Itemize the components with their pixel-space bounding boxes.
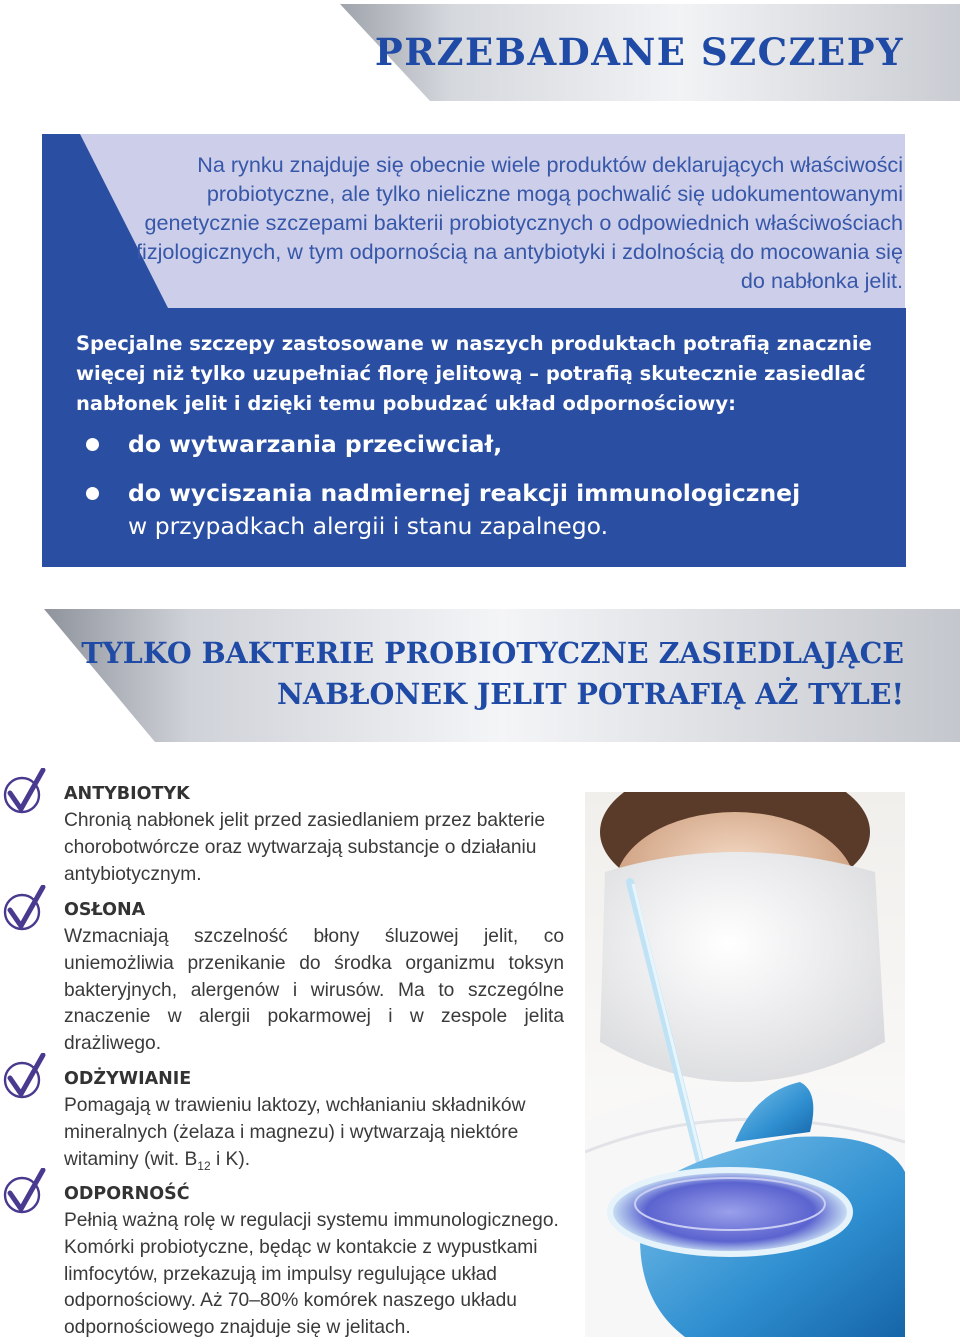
slogan-line-1: TYLKO BAKTERIE PROBIOTYCZNE ZASIEDLAJĄCE (81, 636, 904, 670)
bullet-strong-text: do wyciszania nadmiernej reakcji immunologicznej (128, 479, 801, 507)
feature-title: OSŁONA (64, 900, 146, 920)
page-title: PRZEBADANE SZCZEPY (374, 30, 904, 74)
bullet-dot-icon (86, 487, 99, 500)
bullet-normal-text: w przypadkach alergii i stanu zapalnego. (128, 512, 609, 540)
checkmark-circle-icon (2, 1053, 48, 1099)
lead-paragraph: Specjalne szczepy zastosowane w naszych produktach potrafią znacznie więcej niż tylko uzupełniać florę jelitową – potrafią skutecznie zasiedlać nabłonek jelit i dzięki temu pobudzać układ odpornościowy: (76, 332, 872, 415)
feature-text-part: Pomagają w trawieniu laktozy, wchłanianiu składników mineralnych (żelaza i magnezu) i wytwarzają niektóre witaminy (wit. B (64, 1095, 526, 1170)
feature-title: ANTYBIOTYK (64, 784, 190, 804)
intro-paragraph: Na rynku znajduje się obecnie wiele produktów deklarujących właściwości probiotyczne, ale tylko nieliczne mogą pochwalić się udokumentowanymi genetycznie szczepami bakterii probiotycznych o odpowiednich właściwościach fizjologicznych, w tym odpornością na antybiotyki i zdolnością do mocowania się do nabłonka jelit. (136, 152, 903, 293)
slogan-heading (44, 633, 904, 715)
feature-title: ODPORNOŚĆ (64, 1184, 190, 1204)
bullet-dot-icon (86, 438, 99, 451)
feature-text: Chronią nabłonek jelit przed zasiedlaniem przez bakterie chorobotwórcze oraz wytwarzają substancje o działaniu antybiotycznym. (64, 810, 546, 885)
feature-text-subscript: 12 (197, 1158, 211, 1173)
feature-text-part: i K). (210, 1148, 251, 1170)
checkmark-circle-icon (2, 768, 48, 814)
checkmark-circle-icon (2, 885, 48, 931)
checkmark-circle-icon (2, 1168, 48, 1214)
bullet-strong-text: do wytwarzania przeciwciał, (128, 430, 503, 458)
feature-text: Wzmacniają szczelność błony śluzowej jelit, co uniemożliwia przenikanie do środka organizmu toksyn bakteryjnych, alergenów i wirusów. Ma to szczególne znaczenie w alergii pokarmowej i w zespole jelita drażliwego. (64, 926, 564, 1055)
feature-title: ODŻYWIANIE (64, 1069, 192, 1089)
feature-text (64, 1093, 564, 1179)
bullet-item (128, 428, 888, 461)
lab-scientist-petri-dish-photo (585, 792, 905, 1337)
slogan-line-2: NABŁONEK JELIT POTRAFIĄ AŻ TYLE! (276, 677, 904, 711)
bullet-item (128, 477, 888, 543)
feature-text: Pełnią ważną rolę w regulacji systemu immunologicznego. Komórki probiotyczne, będąc w kontakcie z wypustkami limfocytów, przekazują im impulsy regulujące układ odpornościowy. Aż 70–80% komórek naszego układu odpornościowego znajduje się w jelitach. (64, 1210, 559, 1339)
